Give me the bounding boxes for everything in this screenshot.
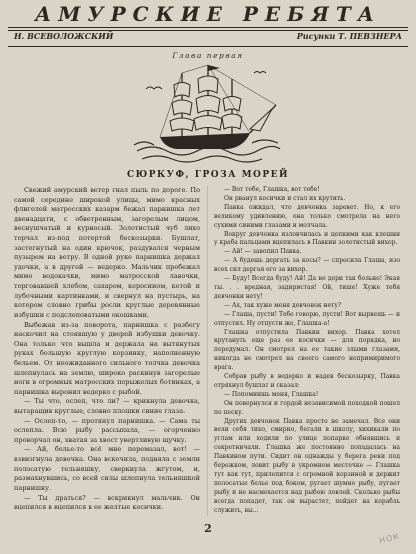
paragraph: — Ты что, ослеп, что ли? — крикнула девочка, вытаращив круглые, словно плошки синие глаза. xyxy=(14,397,200,416)
series-title: АМУРСКИЕ РЕБЯТА xyxy=(34,2,382,26)
paragraph: Других девчонок Павка просто не замечал. Все они вели себя тихо, смирно, бегали в школу, хихикали по углам или ходили по улице попарке обнявшись и секретничали. Глашка же постоянно попадалась на Павкином пути. Сидит он однажды у берега реки под бережком, ловит рыбу в укромном местечке — Глашка тут как тут, прилепится с огромной корзиной и держит полосатые белье под боком, ругает шумно рыбу, пугает рыбу и не насмехается над рыбою ловлей. Сколько рыбы всегда попадет, так он вырастет, пойдет на корабль служить, вы... xyxy=(214,417,400,514)
credits-line xyxy=(14,31,402,44)
paragraph: Он рванул косички и стал их крутить. xyxy=(224,194,346,202)
paragraph: — Ах, так хуже меня девчонок нету? xyxy=(224,301,342,309)
right-column xyxy=(214,186,400,516)
header-rule-top xyxy=(8,27,408,28)
paragraph: — Глаша, пусти! Тебе говорю, пусти! Вот вырвешь — и отпустил. Ну отпусти же, Глашка-а! xyxy=(214,310,400,327)
chapter-label: Глава первая xyxy=(172,51,244,60)
paragraph: — Ай, белье-то всё мне перемазал, вот! — взвизгнула девочка. Она вскочила, подняла с земли полосатую тельняшку, сверкнула жгутом, и, размахнувшись, со всей силы шлепнула тельняшкой парнишку. xyxy=(14,445,200,492)
header-rule-bottom xyxy=(8,46,408,47)
paragraph: Глашка отпустила Павкин вихор. Павка хотел крутануть еще раз ее косички — для порядка, но передумал. Он смотрел на ее такие злыми глазами, никогда не смотрел на своего самого непримиримого врага. xyxy=(214,328,400,372)
paragraph: — Буду! Всегда буду! Ай! Да не дери так больно! Экая ты. . . вредная, задиристая! Ой, тише! Хуже тебя девчонки нету! xyxy=(214,275,400,300)
paragraph: Выбежав из-за поворота, парнишка с разбегу наскочил на стоявшую у дверей избушки девочку. Она только что вышла и держала на вытянутых руках большую круглую корзинку, наполненную бельем. От неожиданного сильного толчка девочка шлепнулась на землю, широко раскинув загорелые ноги в огромных матросских порыжелых ботинках, а парнишка выронил ведерко с рыбой. xyxy=(14,320,200,396)
page-number: 2 xyxy=(204,522,212,535)
illustrator-credit: Рисунки Т. ПЕВЗНЕРА xyxy=(296,31,402,41)
chapter-title: СЮРКУФ, ГРОЗА МОРЕЙ xyxy=(126,170,290,180)
library-stamp: НОК xyxy=(378,531,401,546)
paragraph: Вокруг девчонка изловчилась и цепкими как клешни у краба пальцами вцепилась в Павкин золотистый вихор. xyxy=(214,230,400,247)
paragraph: Павка ожидал, что девчонка заревет. Но, к его великому удивлению, она только смотрела на него сухими синими глазами и молчала. xyxy=(214,203,400,229)
sailing-ship-icon xyxy=(132,59,282,169)
paragraph: — Ослеп-то, — протянул парнишка. — Сама ты ослепла. Всю рыбу рассыпала, — огорченно проворчал он, хватая за хвост увертливую щучку. xyxy=(14,416,200,444)
left-column xyxy=(14,186,200,513)
paragraph: Собрав рыбу в ведерко и надев бескозырку, Павка отряхнул бушлат и сказал: xyxy=(214,373,400,389)
paragraph: — Ты драться? — вскрикнул мальчик. Он вцепился в вцепился в ее желтые косички. xyxy=(14,493,200,512)
paragraph: — Ай! — завопил Павка. xyxy=(224,248,302,256)
column-divider xyxy=(207,186,208,516)
paragraph: — Вот тебе, Глашка, вот тебе! xyxy=(224,186,320,193)
author-name: Н. ВСЕВОЛОЖСКИЙ xyxy=(14,31,114,41)
paragraph: Он повернулся и гордой независимой походкой пошел по песку. xyxy=(214,399,400,416)
paragraph: — Попомнишь меня, Глашка! xyxy=(224,390,319,398)
paragraph: Свежий амурский ветер гнал пыль по дороге. По самой середине широкой улицы, мимо красных флигелей матросских казарм бежал парнишка лет двенадцати, с обветренным, загорелым лицом, веснушчатый и курносый. Золотистый чуб лихо торчал из-под потертой бескозырки. Бушлат, застегнутый на один крючок, раздувался черным пузырем на ветру. В одной руке парнишка держал удочки, а в другой — ведерко. Мальчик пробежал мимо водокачки, мимо матросской лавочки, торговавшей хлебом, сахаром, керосином, кетой и лубочными картинками, и свернул на пустырь, на котором словно грибы росли круглые деревянные избушки с подслеповатыми окошками. xyxy=(14,186,200,319)
paragraph: — А будешь дергать за косы? — спросила Глаша, изо всех сил дергая его за вихор. xyxy=(214,257,400,274)
